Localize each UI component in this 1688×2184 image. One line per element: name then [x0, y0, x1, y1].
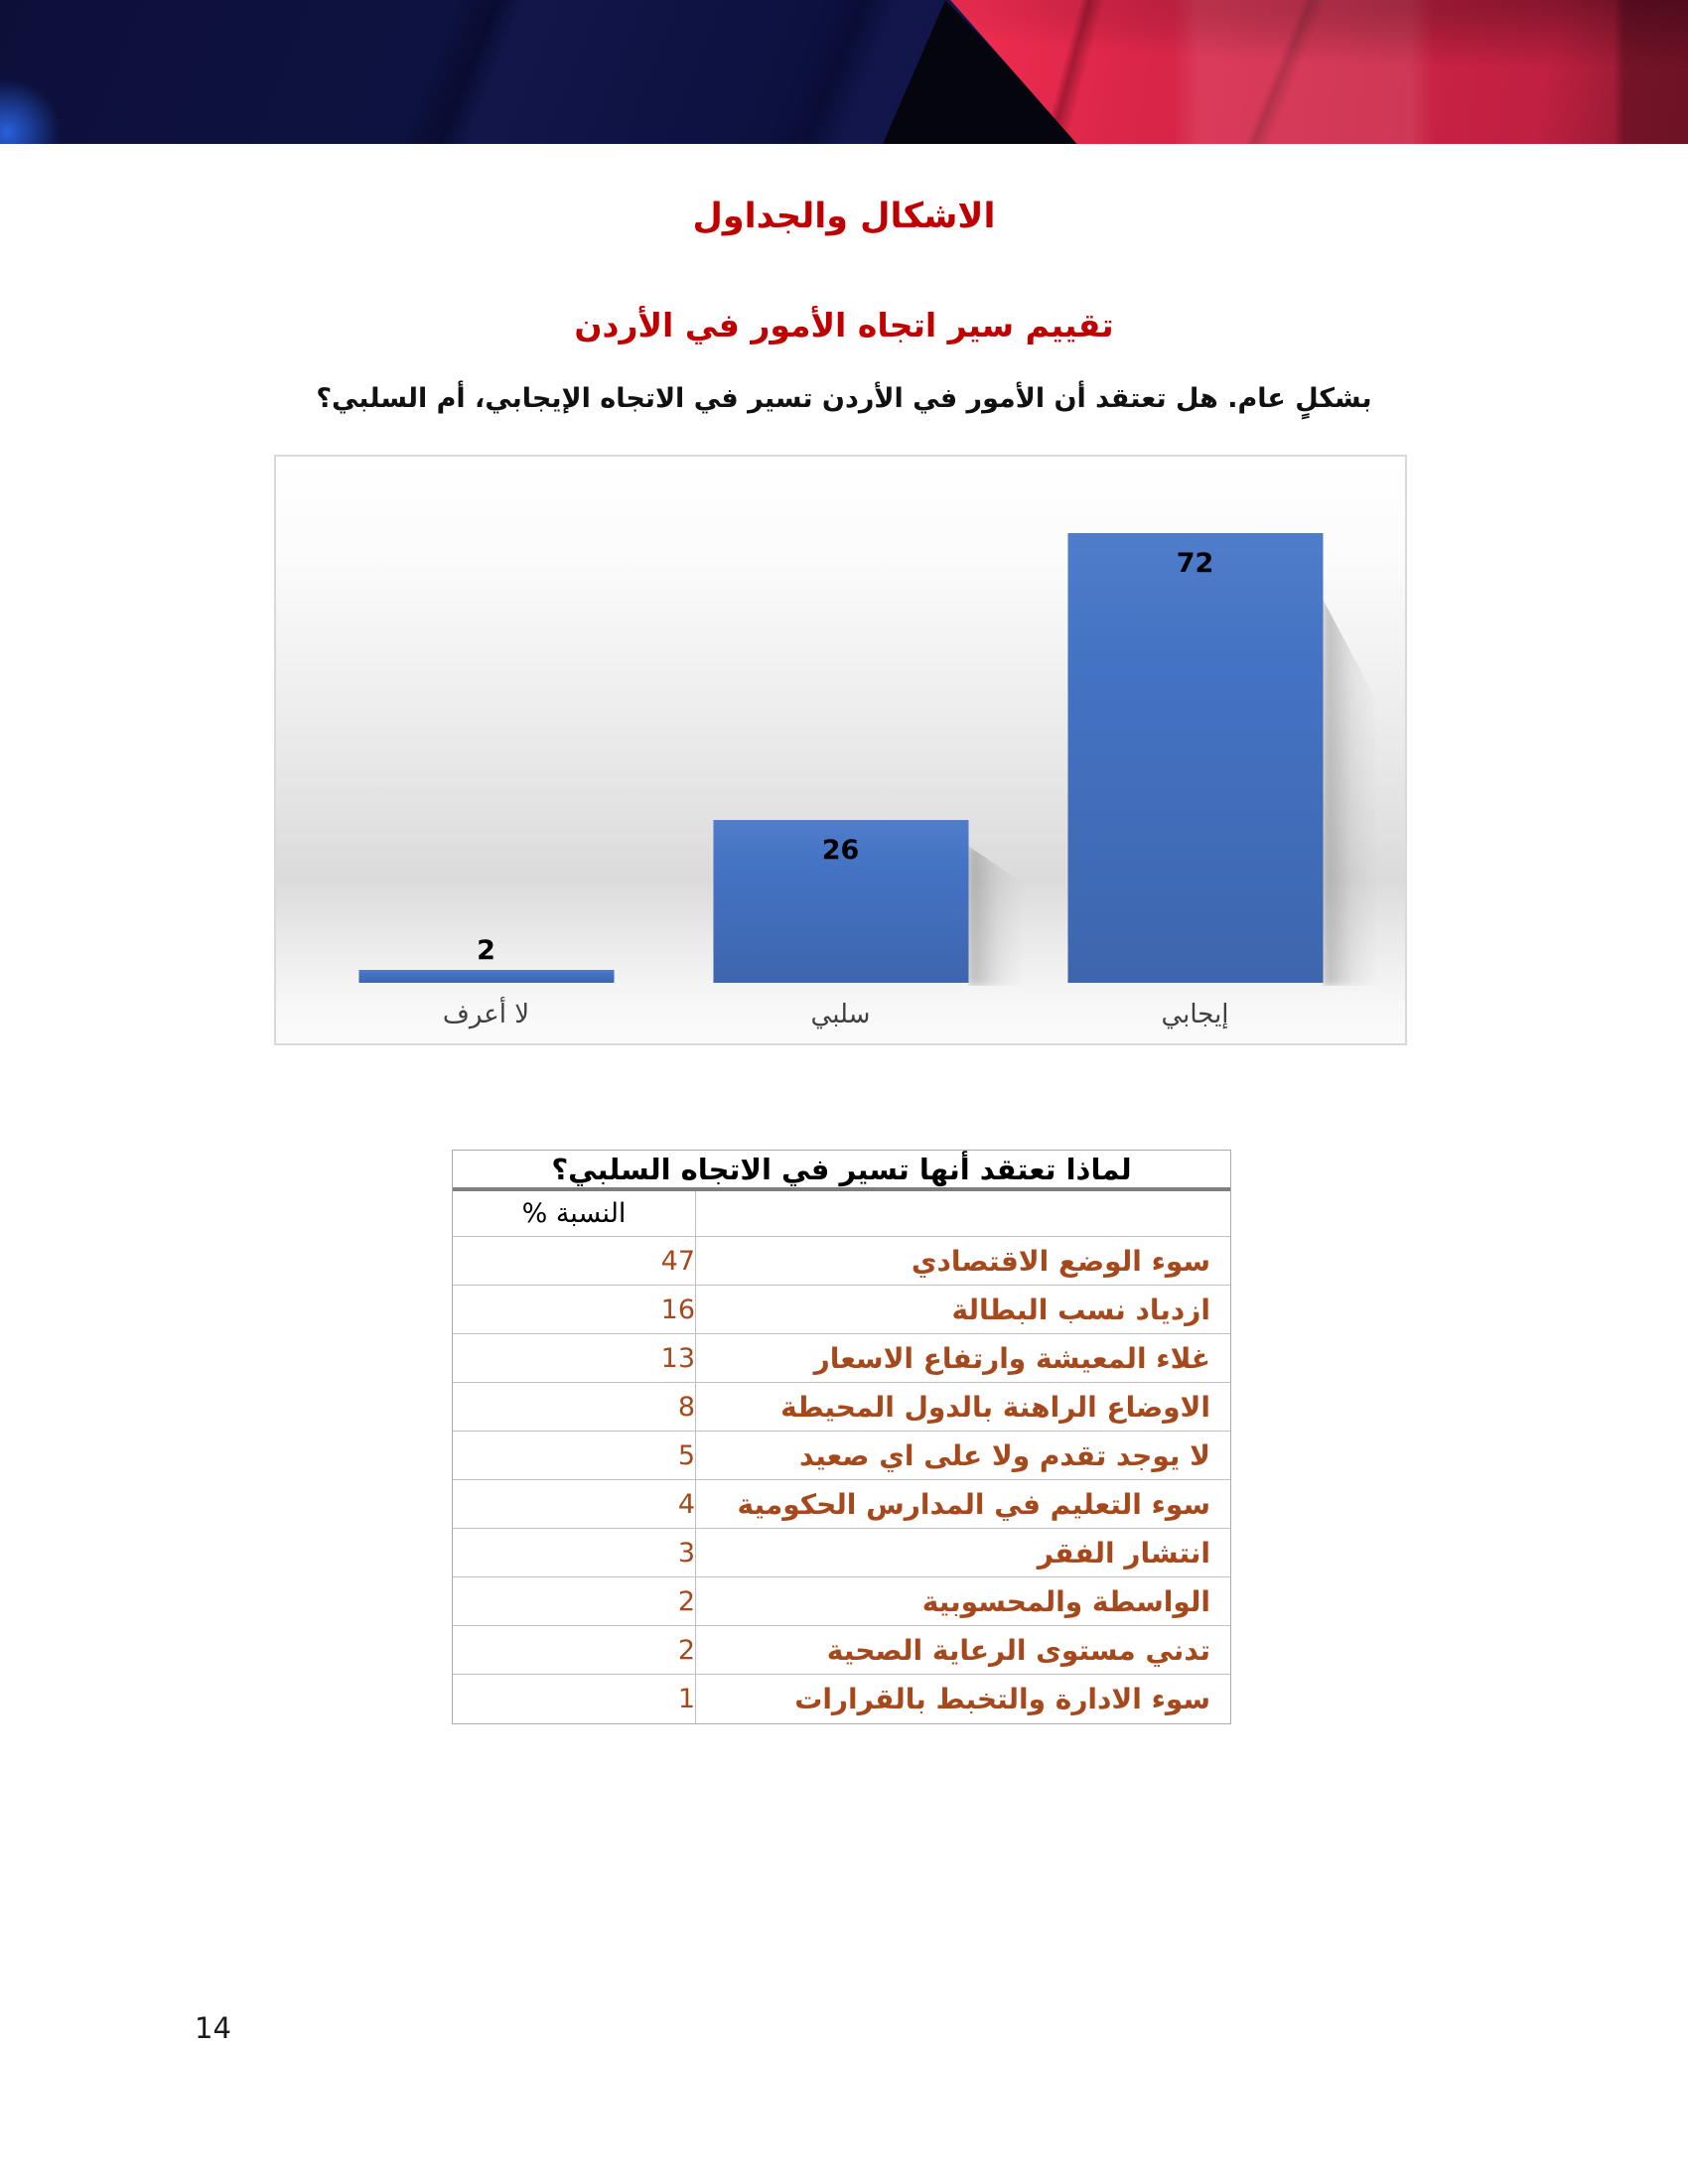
bar-chart — [274, 455, 1407, 1045]
reason-label: لا يوجد تقدم ولا على اي صعيد — [799, 1438, 1210, 1472]
table-row — [453, 1237, 1230, 1286]
reason-label: سوء التعليم في المدارس الحكومية — [737, 1487, 1210, 1521]
section-title: الاشكال والجداول — [692, 197, 996, 236]
reason-label: سوء الوضع الاقتصادي — [911, 1244, 1210, 1278]
header-banner — [0, 0, 1688, 144]
table-header-row — [453, 1191, 1230, 1237]
x-axis-label: إيجابي — [1161, 1000, 1229, 1029]
reason-label: ازدياد نسب البطالة — [951, 1293, 1210, 1326]
bar-value-label: 26 — [821, 835, 860, 866]
reason-value: 1 — [453, 1675, 696, 1723]
table-row — [453, 1480, 1230, 1529]
bar-shadow — [1323, 599, 1376, 986]
reason-label: الواسطة والمحسوبية — [921, 1584, 1210, 1618]
reason-value: 16 — [453, 1286, 696, 1333]
table-row — [453, 1334, 1230, 1383]
reasons-table — [452, 1150, 1231, 1724]
bar-chart-plot — [276, 457, 1405, 1043]
percent-column-header: النسبة % — [453, 1191, 696, 1236]
bar-slot — [663, 457, 1018, 1043]
table-row — [453, 1529, 1230, 1577]
bar-value-label: 72 — [1176, 548, 1214, 579]
reason-value: 47 — [453, 1237, 696, 1285]
page-number: 14 — [195, 2011, 231, 2045]
bar-0 — [1067, 533, 1323, 983]
table-row — [453, 1675, 1230, 1723]
table-row — [453, 1577, 1230, 1626]
reason-value: 8 — [453, 1383, 696, 1431]
survey-question-text: بشكلٍ عام. هل تعتقد أن الأمور في الأردن تسير في الاتجاه الإيجابي، أم السلبي؟ — [316, 383, 1372, 414]
reason-label: تدني مستوى الرعاية الصحية — [826, 1633, 1210, 1667]
reason-value: 5 — [453, 1432, 696, 1479]
bar-shadow — [968, 846, 1022, 986]
table-row — [453, 1432, 1230, 1480]
reason-value: 13 — [453, 1334, 696, 1382]
x-axis-label: سلبي — [810, 1000, 871, 1029]
reason-value: 2 — [453, 1626, 696, 1674]
reason-label: انتشار الفقر — [1037, 1536, 1210, 1570]
x-axis-label: لا أعرف — [442, 1000, 530, 1029]
table-row — [453, 1626, 1230, 1675]
reason-value: 3 — [453, 1529, 696, 1576]
reason-label: غلاء المعيشة وارتفاع الاسعار — [813, 1341, 1210, 1375]
table-row — [453, 1383, 1230, 1432]
reason-value: 4 — [453, 1480, 696, 1528]
empty-header-cell — [696, 1191, 1230, 1236]
table-row — [453, 1286, 1230, 1334]
bar-value-label: 2 — [477, 935, 495, 966]
bar-slot — [1018, 457, 1372, 1043]
table-title: لماذا تعتقد أنها تسير في الاتجاه السلبي؟ — [453, 1151, 1230, 1191]
bar-2 — [358, 970, 614, 983]
bar-slot — [309, 457, 663, 1043]
reason-label: الاوضاع الراهنة بالدول المحيطة — [780, 1390, 1210, 1424]
reason-label: سوء الادارة والتخبط بالقرارات — [794, 1683, 1210, 1715]
chart-title: تقييم سير اتجاه الأمور في الأردن — [574, 306, 1114, 344]
reason-value: 2 — [453, 1577, 696, 1625]
